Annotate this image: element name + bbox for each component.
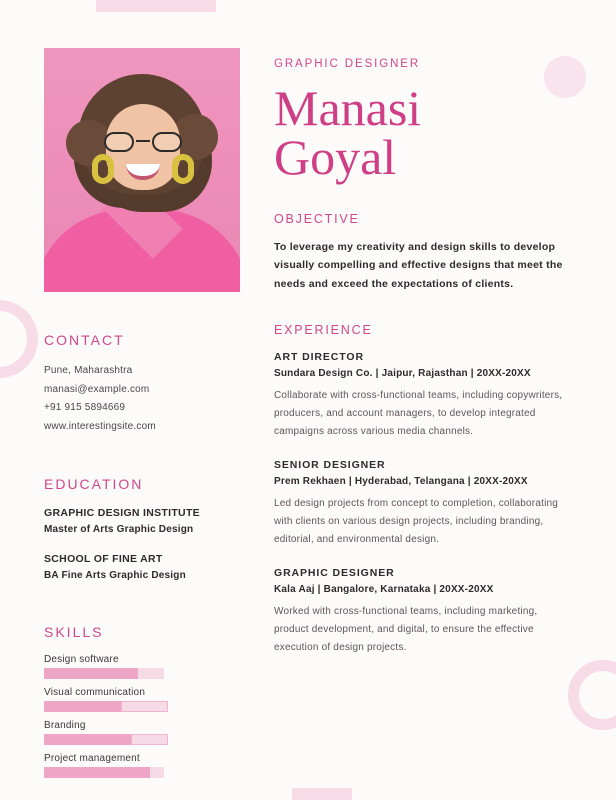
job-meta: Kala Aaj | Bangalore, Karnataka | 20XX-20XX: [274, 584, 494, 596]
photo-earring-right: [172, 154, 194, 184]
education-item: [44, 506, 240, 538]
photo-earring-left: [92, 154, 114, 184]
skill-bar: [44, 701, 168, 712]
job-description: Led design projects from concept to completion, collaborating with clients on various design projects, including branding, editorial, and environmental design.: [274, 498, 559, 546]
skill-bar-remainder: [121, 701, 168, 712]
education-degree: BA Fine Arts Graphic Design: [44, 569, 186, 581]
skill-item: [44, 654, 240, 679]
education-school: SCHOOL OF FINE ART: [44, 552, 163, 565]
page-title: [274, 80, 572, 185]
experience-title: EXPERIENCE: [274, 323, 373, 338]
skill-item: [44, 753, 240, 778]
education-title: EDUCATION: [44, 476, 144, 492]
skill-item: [44, 687, 240, 712]
job-title: ART DIRECTOR: [274, 351, 364, 364]
contact-phone[interactable]: +91 915 5894669: [44, 402, 126, 413]
job-title: GRAPHIC DESIGNER: [274, 567, 395, 580]
skill-bar-fill: [44, 734, 131, 745]
education-item: [44, 552, 240, 584]
education-degree: Master of Arts Graphic Design: [44, 523, 194, 535]
skill-label: Design software: [44, 653, 119, 665]
job-description: Collaborate with cross-functional teams, including copywriters, producers, and account managers, to develop integrated campaigns across various media channels.: [274, 390, 563, 438]
skill-bar-fill: [44, 767, 150, 778]
experience-item: [274, 567, 572, 657]
education-school: GRAPHIC DESIGN INSTITUTE: [44, 507, 200, 519]
skills-title: SKILLS: [44, 623, 104, 640]
skill-label: Visual communication: [44, 686, 146, 698]
glasses-icon: [102, 132, 184, 152]
job-title: SENIOR DESIGNER: [274, 459, 386, 472]
skill-bar: [44, 734, 168, 745]
objective-text: To leverage my creativity and design skills to develop visually compelling and effective designs that meet the needs and exceed the expectations of clients.: [274, 241, 563, 290]
skill-bar-fill: [44, 701, 121, 712]
skill-label: Branding: [44, 719, 86, 731]
job-meta: Sundara Design Co. | Jaipur, Rajasthan | 20XX-20XX: [274, 368, 531, 380]
skills-section: [44, 624, 240, 778]
contact-title: CONTACT: [44, 332, 125, 348]
contact-section: [44, 332, 240, 436]
job-description: Worked with cross-functional teams, including marketing, product development, and digital, to ensure the effective execution of design projects.: [274, 606, 538, 654]
experience-item: [274, 351, 572, 441]
objective-title: OBJECTIVE: [274, 212, 360, 226]
experience-item: [274, 459, 572, 549]
education-section: [44, 476, 240, 584]
objective-section: [274, 212, 572, 293]
right-column: [274, 48, 572, 760]
first-name: Manasi: [274, 80, 422, 136]
photo-illustration: [44, 48, 240, 292]
last-name: Goyal: [274, 129, 397, 185]
job-meta: Prem Rekhaen | Hyderabad, Telangana | 20XX-20XX: [274, 476, 528, 488]
skill-bar: [44, 668, 164, 679]
skill-bar-remainder: [131, 734, 168, 745]
skill-item: [44, 720, 240, 745]
profile-photo: [44, 48, 240, 292]
role-eyebrow: GRAPHIC DESIGNER: [274, 58, 421, 70]
contact-location: Pune, Maharashtra: [44, 365, 133, 376]
skill-bar: [44, 767, 164, 778]
experience-section: [274, 323, 572, 657]
contact-website[interactable]: www.interestingsite.com: [44, 420, 156, 432]
left-column: [44, 48, 240, 764]
skill-label: Project management: [44, 752, 140, 764]
contact-email[interactable]: manasi@example.com: [44, 383, 150, 395]
skill-bar-fill: [44, 668, 138, 679]
